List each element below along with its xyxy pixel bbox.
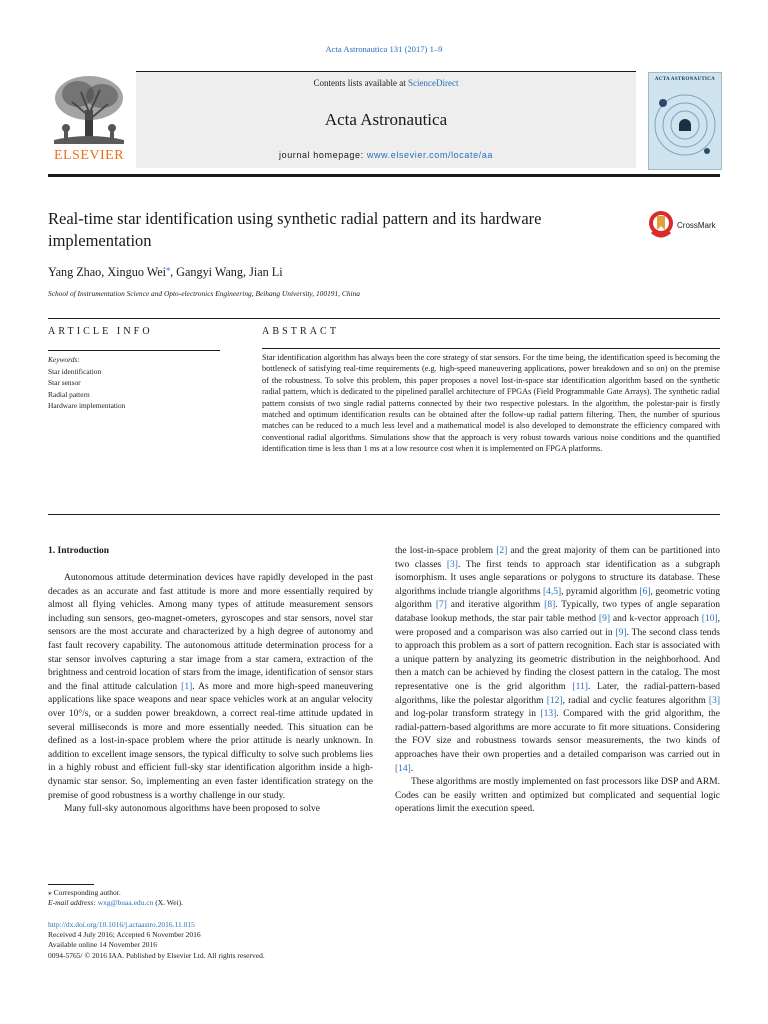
masthead-top-rule bbox=[136, 71, 636, 72]
abstract-rule bbox=[262, 348, 720, 349]
homepage-line bbox=[136, 150, 636, 160]
abstract-text: Star identification algorithm has always been the core strategy of star sensors. For the time being, the identification speed is becoming the bottleneck of satisfying real-time requirements (e.g. high-speed maneuvering applications, power breakdown and so on) on the premise of the robustness. To solve this problem, this paper proposes a novel lost-in-space star identification algorithm based on the synthetic radial pattern, which is dedicated to the pipelined parallel architecture of FPGAs (Field Programmable Gate Arrays). The synthetic radial pattern consists of two single radial patterns connected by their two respective polestars. In the algorithm, the polestar-pair is firstly matched and optimum identification results can be obtained after the follow-up radial pattern filtering. Then, the number of spurious matches can be reduced to a much less level and a mathematical model is also developed to demonstrate the efficiency compared with conventional radial algorithms. Simulations show that the approach is very robust towards various noise conditions and the quantified identification time is less than 1 ms at a low resource cost when it is implemented on FPGA platforms. bbox=[262, 353, 720, 454]
corresponding-author-marker[interactable]: ⁎ bbox=[166, 264, 171, 273]
crossmark-label: CrossMark bbox=[677, 221, 716, 230]
citation-link[interactable]: [3] bbox=[708, 695, 720, 706]
crossmark-icon bbox=[648, 210, 674, 240]
paragraph-text: and log-polar transform strategy in bbox=[395, 709, 541, 720]
keywords-label: Keywords: bbox=[48, 355, 80, 364]
running-head[interactable]: Acta Astronautica 131 (2017) 1–9 bbox=[325, 44, 443, 54]
footnotes bbox=[48, 888, 183, 908]
publication-info bbox=[48, 920, 265, 961]
paragraph-text: the lost-in-space problem bbox=[395, 546, 497, 556]
abstract-heading: ABSTRACT bbox=[262, 326, 340, 337]
cover-title: ACTA ASTRONAUTICA bbox=[654, 77, 716, 82]
citation-link[interactable]: [11] bbox=[572, 681, 588, 692]
paragraph-text: and k-vector approach bbox=[610, 613, 702, 624]
email-label: E-mail address: bbox=[48, 898, 98, 908]
citation-link[interactable]: [8] bbox=[544, 600, 556, 611]
journal-cover-thumbnail[interactable] bbox=[648, 72, 722, 170]
keywords-rule bbox=[48, 350, 220, 351]
journal-masthead bbox=[48, 72, 720, 172]
citation-link[interactable]: [9] bbox=[598, 613, 610, 624]
doi-link[interactable]: http://dx.doi.org/10.1016/j.actaastro.2016.11.015 bbox=[48, 920, 195, 929]
paragraph-text: . The second class tends to approach this problem as a sort of pattern recognition. Each star is associated with a unique pattern by analyzing its geometric distribution in the neighborhood. And then a match can be achieved by finding the closest pattern in the catalog. The most representative one is the grid algorithm bbox=[395, 627, 720, 692]
paragraph: These algorithms are mostly implemented on fast processors like DSP and ARM. Codes can be easily written and optimized but complicated and sequential logic operations limit the execution speed. bbox=[395, 777, 720, 815]
paragraph-text: and iterative algorithm bbox=[446, 600, 545, 611]
keyword-item: Star identification bbox=[48, 367, 102, 376]
abstract-bottom-rule bbox=[48, 514, 720, 515]
corresponding-text: Corresponding author. bbox=[51, 888, 121, 897]
crossmark-badge[interactable] bbox=[648, 210, 722, 244]
citation-link[interactable]: [2] bbox=[496, 546, 508, 556]
footnote-rule bbox=[48, 884, 94, 885]
homepage-link[interactable]: www.elsevier.com/locate/aa bbox=[366, 150, 493, 160]
publisher-name: ELSEVIER bbox=[53, 148, 125, 163]
homepage-prefix: journal homepage: bbox=[278, 150, 367, 160]
citation-link[interactable]: [9] bbox=[615, 627, 627, 638]
paragraph-text: Autonomous attitude determination devices have rapidly developed in the past decades as an accurate and fast attitude is more and more essentially required by almost all flying vehicles. Among many types of attitude measurement sensors including sun sensors, geo-magnet-ometers, gyroscopes and star sensors, novel star sensors are the most accurate and characterized by a high degree of autonomy and fast fault recovery capability. The autonomous attitude determination process for a star sensor involves capturing a star image from a star camera, extraction of the brightness and centroid location of stars from the image, identification of sensor stars and the final attitude calculation bbox=[48, 573, 373, 692]
masthead-banner bbox=[136, 72, 636, 168]
keyword-item: Hardware implementation bbox=[48, 401, 126, 411]
authors-after: , Gangyi Wang, Jian Li bbox=[170, 265, 283, 280]
available-online: Available online 14 November 2016 bbox=[48, 940, 157, 950]
paragraph-text: , radial and cyclic features algorithm bbox=[562, 695, 709, 706]
corresponding-author-note bbox=[48, 888, 183, 898]
email-suffix: (X. Wei). bbox=[153, 898, 184, 908]
paragraph-text: . Compared with the grid algorithm, the radial-pattern-based algorithms are more accurate to fit more situations. Considering the FOV size and robustness towards sensor measurements, the two kinds of approaches have their own properties and a detailed comparison was carried out in bbox=[395, 709, 720, 760]
citation-link[interactable]: [6] bbox=[639, 586, 651, 597]
paragraph bbox=[395, 545, 720, 776]
keyword-item: Radial pattern bbox=[48, 389, 90, 399]
keywords-list bbox=[48, 366, 125, 412]
body-column-right bbox=[395, 545, 720, 817]
affiliation: School of Instrumentation Science and Opto-electronics Engineering, Beihang University, 100191, China bbox=[48, 289, 360, 298]
paragraph-text: . The first tends to approach star identification as a subgraph isomorphism. It uses angle separations or polygons to structure its database. These algorithms include triangle algorithms bbox=[395, 559, 720, 597]
citation-link[interactable]: [4,5] bbox=[542, 586, 562, 597]
corresponding-mark: ⁎ bbox=[48, 888, 52, 897]
email-note bbox=[48, 898, 183, 908]
citation-link[interactable]: [10] bbox=[701, 613, 718, 624]
paragraph-text: , geometric voting algorithm bbox=[395, 586, 721, 611]
contents-prefix: Contents lists available at bbox=[313, 78, 408, 88]
email-link[interactable]: wxg@buaa.edu.cn bbox=[97, 898, 154, 908]
sciencedirect-link[interactable]: ScienceDirect bbox=[408, 78, 459, 88]
citation-link[interactable]: [12] bbox=[546, 695, 563, 706]
info-top-rule bbox=[48, 318, 720, 319]
paragraph-text: , were proposed and a comparison was also carried out in bbox=[395, 613, 720, 638]
paragraph bbox=[48, 572, 373, 803]
section-heading: 1. Introduction bbox=[48, 546, 110, 556]
paragraph-text: and the great majority of them can be partitioned into two classes bbox=[395, 546, 720, 570]
journal-title: Acta Astronautica bbox=[324, 110, 448, 129]
citation-link[interactable]: [13] bbox=[540, 709, 557, 720]
citation-link[interactable]: [3] bbox=[446, 559, 458, 570]
cover-art-icon bbox=[649, 85, 721, 169]
author-list bbox=[48, 264, 283, 280]
paragraph-text: . Later, the radial-pattern-based algorithms, like the polestar algorithm bbox=[395, 681, 720, 706]
paragraph-text: , pyramid algorithm bbox=[561, 586, 640, 597]
copyright: 0094-5765/ © 2016 IAA. Published by Elsevier Ltd. All rights reserved. bbox=[48, 950, 265, 960]
masthead-bottom-rule bbox=[48, 174, 720, 177]
citation-link[interactable]: [7] bbox=[435, 600, 447, 611]
paragraph-text: . Typically, two types of angle separation database lookup methods, the star pair table method bbox=[395, 600, 720, 624]
authors-before: Yang Zhao, Xinguo Wei bbox=[48, 265, 167, 280]
received-dates: Received 4 July 2016; Accepted 6 November 2016 bbox=[48, 930, 201, 940]
paragraph-text: . bbox=[410, 763, 414, 774]
citation-link[interactable]: [1] bbox=[181, 681, 193, 692]
contents-line bbox=[136, 78, 636, 88]
keyword-item: Star sensor bbox=[48, 378, 81, 388]
article-info-heading: ARTICLE INFO bbox=[48, 326, 153, 337]
paragraph-text: . As more and more high-speed maneuvering applications like space weapons and near space vehicles work at an angular velocity over 10°/s, or a sudden power breakdown, a correct real-time attitude updated in several milliseconds is more and more essentially needed. This situation can be defined as a lost-in-space problem where the prior attitude is nearly unknown. In addition to excellent image sensors, the typical difficulty to solve such problems lies in a highly robust and efficient full-sky star identification algorithm inside a high-dynamic star sensor. So, implementing an even faster identification strategy on the premise of good robustness is a worthy challenge in our study. bbox=[48, 681, 373, 801]
body-column-left bbox=[48, 572, 373, 817]
paragraph: Many full-sky autonomous algorithms have been proposed to solve bbox=[64, 804, 320, 815]
citation-link[interactable]: [14] bbox=[395, 763, 411, 774]
article-title: Real-time star identification using synthetic radial pattern and its hardware implementation bbox=[48, 209, 542, 250]
